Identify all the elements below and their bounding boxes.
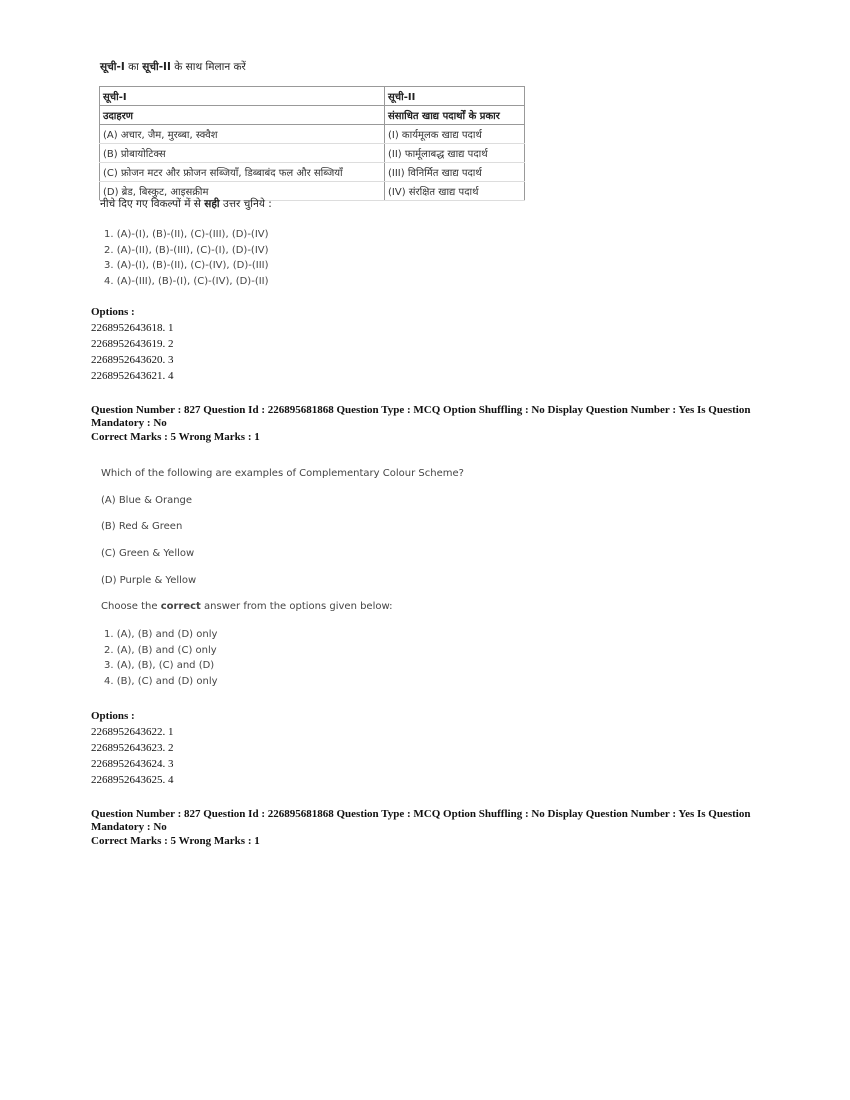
option-id: 2268952643618. 1 [91, 322, 174, 334]
row-right: (III) विनिर्मित खाद्य पदार्थ [385, 163, 525, 182]
list-item: 4. (B), (C) and (D) only [104, 675, 218, 687]
match-table-sub-row [100, 106, 525, 125]
q1-choice-list [104, 227, 269, 289]
option-id: 2268952643621. 4 [91, 370, 174, 382]
col1-subheader: उदाहरण [100, 106, 385, 125]
row-left: (A) अचार, जैम, मुरब्बा, स्क्वैश [100, 125, 385, 144]
option-id: 2268952643624. 3 [91, 758, 174, 770]
q1-options-label: Options : [91, 306, 135, 318]
option-id: 2268952643619. 2 [91, 338, 174, 350]
question-meta-1 [91, 404, 751, 444]
q2-choose-text-b: answer from the options given below: [200, 601, 393, 612]
q1-choose-bold: सही [204, 198, 220, 210]
option-id: 2268952643623. 2 [91, 742, 174, 754]
list-item: 2. (A), (B) and (C) only [104, 644, 217, 656]
meta-line: Question Number : 827 Question Id : 226895681868 Question Type : MCQ Option Shuffling : No Display Question Number : Yes Is Question Mandatory : No [91, 404, 751, 429]
q2-choice-list [104, 627, 218, 689]
col1-header: सूची-I [100, 87, 385, 106]
table-row [100, 144, 525, 163]
q2-options-label: Options : [91, 710, 135, 722]
list-item: 3. (A), (B), (C) and (D) [104, 660, 215, 671]
marks-line: Correct Marks : 5 Wrong Marks : 1 [91, 431, 260, 443]
q1-choose-text-b: उत्तर चुनिये : [219, 198, 272, 210]
list-item: 3. (A)-(I), (B)-(II), (C)-(IV), (D)-(III) [104, 260, 269, 271]
q1-title [100, 60, 246, 74]
q1-choose-instruction [100, 197, 272, 211]
q1-choose-text-a: नीचे दिए गए विकल्पों में से [100, 198, 205, 210]
option-id: 2268952643622. 1 [91, 726, 174, 738]
row-right: (IV) संरक्षित खाद्य पदार्थ [385, 182, 525, 201]
meta-line: Question Number : 827 Question Id : 226895681868 Question Type : MCQ Option Shuffling : No Display Question Number : Yes Is Question Mandatory : No [91, 808, 751, 833]
list-item: 1. (A)-(I), (B)-(II), (C)-(III), (D)-(IV) [104, 229, 269, 240]
q1-title-list1: सूची-I [100, 61, 125, 73]
marks-line: Correct Marks : 5 Wrong Marks : 1 [91, 835, 260, 847]
q2-choose-instruction [101, 601, 392, 612]
row-left: (D) ब्रेड, बिस्कुट, आइसक्रीम [100, 182, 385, 201]
table-row [100, 125, 525, 144]
row-right: (II) फार्मूलाबद्ध खाद्य पदार्थ [385, 144, 525, 163]
q1-title-text-b: के साथ मिलान करें [170, 61, 246, 73]
q2-question: Which of the following are examples of Complementary Colour Scheme? [101, 468, 464, 479]
q2-item: (C) Green & Yellow [101, 548, 195, 559]
list-item: 4. (A)-(III), (B)-(I), (C)-(IV), (D)-(II) [104, 275, 269, 287]
row-left: (B) प्रोबायोटिक्स [100, 144, 385, 163]
q1-title-list2: सूची-II [142, 61, 171, 73]
q1-title-text-a: का [124, 61, 143, 73]
q1-option-ids [91, 320, 174, 384]
list-item: 1. (A), (B) and (D) only [104, 629, 218, 640]
option-id: 2268952643620. 3 [91, 354, 174, 366]
list-item: 2. (A)-(II), (B)-(III), (C)-(I), (D)-(IV) [104, 244, 269, 256]
q2-choose-text-a: Choose the [101, 601, 161, 612]
row-right: (I) कार्यमूलक खाद्य पदार्थ [385, 125, 525, 144]
q2-item: (B) Red & Green [101, 521, 183, 532]
match-table [99, 86, 525, 201]
q2-item: (A) Blue & Orange [101, 495, 193, 506]
row-left: (C) फ्रोजन मटर और फ्रोजन सब्जियाँ, डिब्बाबंद फल और सब्जियाँ [100, 163, 385, 182]
option-id: 2268952643625. 4 [91, 774, 174, 786]
col2-header: सूची-II [385, 87, 525, 106]
match-table-header-row [100, 87, 525, 106]
q2-option-ids [91, 724, 174, 788]
table-row [100, 163, 525, 182]
question-meta-2 [91, 808, 751, 848]
q2-item: (D) Purple & Yellow [101, 575, 197, 586]
q2-choose-bold: correct [160, 601, 201, 612]
col2-subheader: संसाधित खाद्य पदार्थों के प्रकार [385, 106, 525, 125]
